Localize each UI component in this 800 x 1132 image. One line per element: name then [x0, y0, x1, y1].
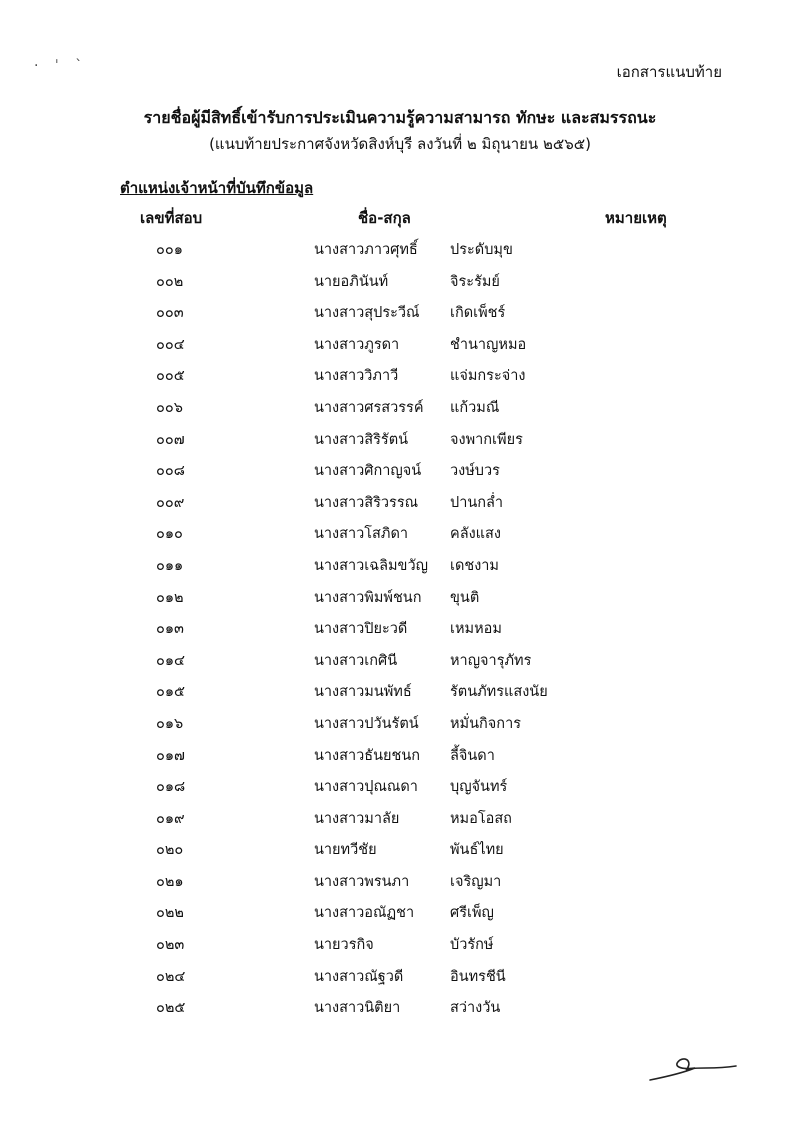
surname: รัตนภัทรแสงนัย: [450, 684, 548, 701]
scan-specks: · ˈ ˋ: [34, 58, 89, 74]
surname: เกิดเพ็ชร์: [450, 305, 506, 322]
exam-number: ๐๑๕: [156, 684, 186, 701]
surname: ประดับมุข: [450, 242, 513, 258]
given-name: นางสาวนิติยา: [314, 1000, 401, 1017]
exam-number: ๐๒๒: [156, 905, 184, 922]
column-header-name: ชื่อ-สกุล: [358, 209, 411, 227]
table-row: [0, 270, 800, 302]
surname: เดชงาม: [450, 557, 499, 574]
column-header-exam-number: เลขที่สอบ: [140, 209, 203, 227]
surname: ปานกล่ำ: [450, 494, 504, 511]
table-row: [0, 901, 800, 933]
exam-number: ๐๐๙: [156, 494, 185, 511]
given-name: นางสาวภูรดา: [314, 336, 400, 353]
given-name: นางสาวอณัฏชา: [314, 905, 415, 922]
given-name: นางสาวศิกาญจน์: [314, 463, 422, 480]
table-row: [0, 649, 800, 681]
surname: คลังแสง: [450, 526, 501, 543]
given-name: นางสาวพิมพ์ชนก: [314, 589, 422, 606]
exam-number: ๐๑๙: [156, 810, 185, 827]
exam-number: ๐๒๓: [156, 937, 185, 954]
given-name: นางสาวสุประวีณ์: [314, 305, 420, 322]
surname: จิระรัมย์: [450, 273, 500, 290]
table-row: [0, 933, 800, 965]
table-row: [0, 459, 800, 491]
exam-number: ๐๑๔: [156, 652, 186, 669]
exam-number: ๐๑๘: [156, 779, 186, 796]
table-row: [0, 522, 800, 554]
given-name: นางสาวสิริวรรณ: [314, 494, 419, 511]
exam-number: ๐๑๑: [156, 557, 184, 574]
exam-number: ๐๐๕: [156, 368, 185, 385]
table-row: [0, 617, 800, 649]
table-row: [0, 491, 800, 523]
exam-number: ๐๐๗: [156, 431, 185, 448]
document-title: รายชื่อผู้มีสิทธิ์เข้ารับการประเมินความรู้ความสามารถ ทักษะ และสมรรถนะ: [143, 108, 657, 127]
column-header-remark: หมายเหตุ: [605, 209, 667, 227]
given-name: นางสาวธันยชนก: [314, 747, 421, 764]
table-row: [0, 775, 800, 807]
exam-number: ๐๑๒: [156, 589, 184, 606]
table-row: [0, 396, 800, 428]
exam-number: ๐๒๐: [156, 842, 184, 859]
surname: ลี้จินดา: [450, 747, 495, 764]
given-name: นางสาวปวันรัตน์: [314, 715, 419, 732]
exam-number: ๐๐๘: [156, 463, 185, 480]
exam-number: ๐๐๑: [156, 242, 183, 258]
given-name: นายวรกิจ: [314, 937, 374, 954]
given-name: นางสาวมาลัย: [314, 810, 400, 827]
surname: ชำนาญหมอ: [450, 336, 527, 353]
given-name: นายทวีชัย: [314, 842, 377, 859]
surname: จงพากเพียร: [450, 431, 523, 448]
given-name: นางสาวปิยะวดี: [314, 621, 408, 638]
exam-number: ๐๒๔: [156, 968, 186, 985]
table-row: [0, 996, 800, 1028]
exam-number: ๐๑๖: [156, 715, 184, 732]
given-name: นางสาววิภาวี: [314, 368, 399, 385]
table-row: [0, 586, 800, 618]
table-row: [0, 333, 800, 365]
given-name: นางสาวภาวศุทธิ์: [314, 242, 418, 258]
surname: พันธ์ไทย: [450, 842, 504, 859]
given-name: นายอภินันท์: [314, 273, 389, 290]
table-row: [0, 965, 800, 997]
exam-number: ๐๒๕: [156, 1000, 186, 1017]
exam-number: ๐๒๑: [156, 873, 184, 890]
surname: วงษ์บวร: [450, 463, 500, 480]
table-row: [0, 680, 800, 712]
attachment-label: เอกสารแนบท้าย: [616, 63, 722, 81]
table-row: [0, 807, 800, 839]
given-name: นางสาวเกศินี: [314, 652, 398, 669]
exam-number: ๐๐๔: [156, 336, 185, 353]
exam-number: ๐๐๓: [156, 305, 184, 322]
surname: เหมหอม: [450, 621, 502, 638]
given-name: นางสาวพรนภา: [314, 873, 410, 890]
candidate-list: [0, 238, 800, 1028]
surname: แก้วมณี: [450, 399, 500, 416]
given-name: นางสาวณัฐวดี: [314, 968, 404, 985]
surname: อินทรชีนี: [450, 968, 506, 985]
exam-number: ๐๐๖: [156, 399, 183, 416]
given-name: นางสาวปุณณดา: [314, 779, 418, 796]
exam-number: ๐๑๓: [156, 621, 184, 638]
surname: หมอโอสถ: [450, 810, 512, 827]
given-name: นางสาวศรสวรรค์: [314, 399, 424, 416]
given-name: นางสาวโสภิดา: [314, 526, 409, 543]
table-row: [0, 744, 800, 776]
table-row: [0, 364, 800, 396]
table-row: [0, 301, 800, 333]
given-name: นางสาวมนพัทธ์: [314, 684, 412, 701]
position-title: ตำแหน่งเจ้าหน้าที่บันทึกข้อมูล: [120, 179, 314, 197]
surname: หาญจารุภัทร: [450, 652, 532, 669]
table-row: [0, 870, 800, 902]
table-row: [0, 712, 800, 744]
surname: หมั่นกิจการ: [450, 715, 522, 732]
given-name: นางสาวเฉลิมขวัญ: [314, 557, 428, 574]
surname: บุญจันทร์: [450, 779, 508, 796]
exam-number: ๐๐๒: [156, 273, 184, 290]
given-name: นางสาวสิริรัตน์: [314, 431, 409, 448]
signature-mark: [640, 1050, 740, 1086]
surname: ขุนติ: [450, 589, 480, 606]
document-subtitle: (แนบท้ายประกาศจังหวัดสิงห์บุรี ลงวันที่ ๒ มิถุนายน ๒๕๖๕): [209, 135, 591, 153]
exam-number: ๐๑๗: [156, 747, 185, 764]
surname: ศรีเพ็ญ: [450, 905, 494, 922]
table-row: [0, 554, 800, 586]
surname: แจ่มกระจ่าง: [450, 368, 526, 385]
table-row: [0, 428, 800, 460]
surname: สว่างวัน: [450, 1000, 501, 1017]
table-row: [0, 838, 800, 870]
surname: บัวรักษ์: [450, 937, 494, 954]
exam-number: ๐๑๐: [156, 526, 183, 543]
surname: เจริญมา: [450, 873, 502, 890]
table-row: [0, 238, 800, 270]
